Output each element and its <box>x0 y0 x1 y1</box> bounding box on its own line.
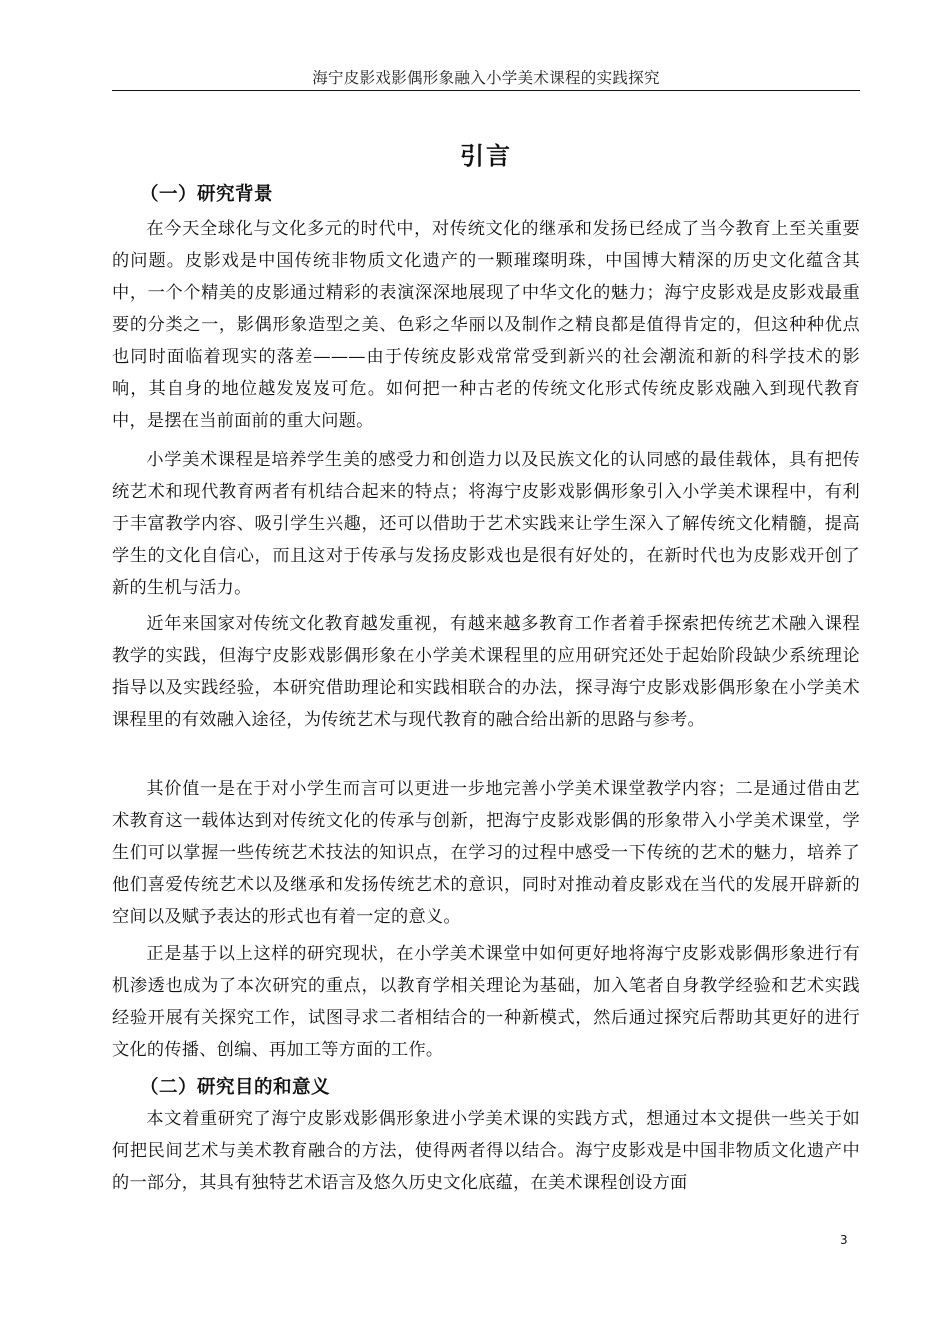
page-number: 3 <box>840 1233 848 1247</box>
paragraph-3: 近年来国家对传统文化教育越发重视，有越来越多教育工作者着手探索把传统艺术融入课程教学的实践，但海宁皮影戏影偶形象在小学美术课程里的应用研究还处于起始阶段缺少系统理论指导以及实践经验，本研究借助理论和实践相联合的办法，探寻海宁皮影戏影偶形象在小学美术课程里的有效融入途径，为传统艺术与现代教育的融合给出新的思路与参考。 <box>112 614 860 730</box>
running-header: 海宁皮影戏影偶形象融入小学美术课程的实践探究 <box>312 69 660 87</box>
paragraph-1: 在今天全球化与文化多元的时代中，对传统文化的继承和发扬已经成了当今教育上至关重要的问题。皮影戏是中国传统非物质文化遗产的一颗璀璨明珠，中国博大精深的历史文化蕴含其中，一个个精美的皮影通过精彩的表演深深地展现了中华文化的魅力；海宁皮影戏是皮影戏最重要的分类之一，影偶形象造型之美、色彩之华丽以及制作之精良都是值得肯定的，但这种种优点也同时面临着现实的落差———由于传统皮影戏常常受到新兴的社会潮流和新的科学技术的影响，其自身的地位越发岌岌可危。如何把一种古老的传统文化形式传统皮影戏融入到现代教育中，是摆在当前面前的重大问题。 <box>112 219 860 431</box>
paragraph-5: 正是基于以上这样的研究现状，在小学美术课堂中如何更好地将海宁皮影戏影偶形象进行有机渗透也成为了本次研究的重点，以教育学相关理论为基础，加入笔者自身教学经验和艺术实践经验开展有关探究工作，试图寻求二者相结合的一种新模式，然后通过探究后帮助其更好的进行文化的传播、创编、再加工等方面的工作。 <box>112 944 860 1060</box>
section-heading-background: （一）研究背景 <box>140 184 274 205</box>
header-rule <box>112 90 860 91</box>
page-title: 引言 <box>460 142 512 170</box>
paragraph-4: 其价值一是在于对小学生而言可以更进一步地完善小学美术课堂教学内容；二是通过借由艺术教育这一载体达到对传统文化的传承与创新，把海宁皮影戏影偶的形象带入小学美术课堂，学生们可以掌握一些传统艺术技法的知识点，在学习的过程中感受一下传统的艺术的魅力，培养了他们喜爱传统艺术以及继承和发扬传统艺术的意识，同时对推动着皮影戏在当代的发展开辟新的空间以及赋予表达的形式也有着一定的意义。 <box>112 779 860 927</box>
paragraph-6: 本文着重研究了海宁皮影戏影偶形象进小学美术课的实践方式，想通过本文提供一些关于如何把民间艺术与美术教育融合的方法，使得两者得以结合。海宁皮影戏是中国非物质文化遗产中的一部分，其具有独特艺术语言及悠久历史文化底蕴，在美术课程创设方面 <box>112 1109 860 1193</box>
paragraph-2: 小学美术课程是培养学生美的感受力和创造力以及民族文化的认同感的最佳载体，具有把传统艺术和现代教育两者有机结合起来的特点；将海宁皮影戏影偶形象引入小学美术课程中，有利于丰富教学内容、吸引学生兴趣，还可以借助于艺术实践来让学生深入了解传统文化精髓，提高学生的文化自信心，而且这对于传承与发扬皮影戏也是很有好处的，在新时代也为皮影戏开创了新的生机与活力。 <box>112 450 860 598</box>
section-heading-purpose: （二）研究目的和意义 <box>140 1077 331 1098</box>
